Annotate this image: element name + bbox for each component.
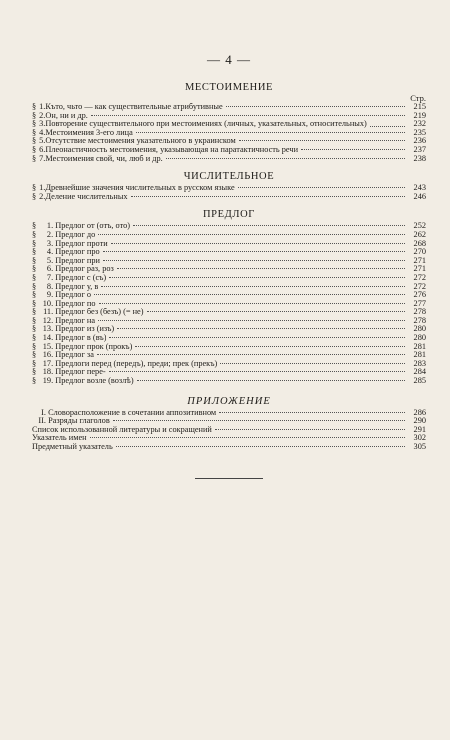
- entry-page: 219: [413, 110, 426, 120]
- entry-page: 276: [413, 290, 426, 300]
- entry-page: 305: [413, 442, 426, 451]
- toc-list-pronoun: [32, 103, 426, 163]
- entry-page: 262: [413, 229, 426, 239]
- entry-page: 268: [413, 238, 426, 248]
- entry-page: 286: [413, 407, 426, 417]
- entry-page: 235: [413, 127, 426, 137]
- entry-title: Список использованной литературы и сокращений: [32, 425, 212, 434]
- entry-page: 285: [413, 376, 426, 386]
- toc-entry: § 7. Предлог с (съ) 272: [32, 272, 426, 282]
- entry-page: 278: [413, 307, 426, 317]
- entry-title: Указатель имен: [32, 434, 87, 443]
- entry-page: 272: [413, 281, 426, 291]
- entry-page: 252: [413, 221, 426, 231]
- section-title-pronoun: МЕСТОИМЕНИЕ: [184, 82, 274, 93]
- entry-page: 281: [413, 341, 426, 351]
- entry-title: Словорасположение в сочетании аппозитивном: [48, 408, 217, 417]
- toc-entry: § 1. Древнейшие значения числительных в русском языке 243: [32, 183, 426, 193]
- entry-page: 271: [413, 264, 426, 274]
- entry-page: 284: [413, 367, 426, 377]
- toc-entry: § 19. Предлог возле (возлѣ) 285: [32, 376, 426, 386]
- toc-entry: § 4. Предлог про 270: [32, 247, 426, 257]
- entry-page: 291: [413, 424, 426, 434]
- page-column-label: Стр.: [410, 93, 426, 103]
- entry-page: 243: [413, 183, 426, 193]
- entry-page: 280: [413, 324, 426, 334]
- entry-page: 302: [413, 433, 426, 443]
- toc-entry: § 13. Предлог из (изъ) 280: [32, 324, 426, 334]
- entry-title: Предлог от (отъ, ото): [55, 222, 131, 231]
- entry-title: Предлоги перед (передъ), преди; прек (прекъ): [55, 359, 218, 368]
- entry-title: Предлог по: [55, 299, 96, 308]
- toc-entry: § 10. Предлог по 277: [32, 298, 426, 308]
- toc-entry: [32, 426, 426, 435]
- entry-title: Предметный указатель: [32, 443, 113, 451]
- entry-page: 215: [413, 102, 426, 111]
- toc-entry: § 9. Предлог о 276: [32, 290, 426, 300]
- entry-title: Предлог до: [55, 230, 96, 239]
- section-title-preposition: ПРЕДЛОГ: [203, 209, 255, 221]
- toc-entry: § 2. Деление числительных 246: [32, 191, 426, 201]
- toc-entry: § 16. Предлог за 281: [32, 350, 426, 360]
- toc-entry: [32, 434, 426, 443]
- section-title-appendix: ПРИЛОЖЕНИЕ: [187, 395, 271, 407]
- toc-entry: I. Словорасположение в сочетании аппозитивном 286: [41, 407, 426, 417]
- entry-title: Предлог пере-: [55, 368, 106, 377]
- entry-title: Повторение существительного при местоимениях (личных, указательных, относительных): [45, 120, 367, 129]
- toc-entry: § 8. Предлог у, в 272: [32, 281, 426, 291]
- entry-page: 272: [413, 272, 426, 282]
- toc-entry: § 11. Предлог без (безъ) (= не) 278: [32, 307, 426, 317]
- entry-title: Деление числительных: [45, 192, 128, 201]
- toc-entry: § 15. Предлог прок (прокъ) 281: [32, 341, 426, 351]
- entry-page: 270: [413, 247, 426, 257]
- entry-title: Разряды глаголов: [48, 417, 110, 426]
- entry-title: Предлог с (съ): [55, 273, 107, 282]
- toc-entry: II. Разряды глаголов 290: [38, 416, 426, 426]
- entry-title: Предлог на: [55, 316, 96, 325]
- entry-title: Предлог прок (прокъ): [55, 342, 133, 351]
- toc-entry: § 12. Предлог на 278: [32, 315, 426, 325]
- entry-page: 237: [413, 144, 426, 154]
- entry-title: Предлог за: [55, 351, 94, 360]
- entry-title: Предлог про: [55, 248, 100, 257]
- toc-entry: § 17. Предлоги перед (передъ), преди; прек (прекъ) 283: [32, 358, 426, 368]
- toc-entry: § 6. Плеонастичность местоимения, указывающая на паратактичность речи 237: [32, 144, 426, 154]
- toc-entry: § 5. Отсутствие местоимения указательного в украинском 236: [32, 136, 426, 146]
- toc-entry: § 7. Местоимения свой, чи, люб и др. 238: [32, 153, 426, 163]
- toc-entry: § 1. Къто, чьто — как существительные атрибутивные 215: [32, 102, 426, 111]
- entry-page: 280: [413, 333, 426, 343]
- toc-entry: § 14. Предлог в (въ) 280: [32, 333, 426, 343]
- entry-title: Отсутствие местоимения указательного в украинском: [45, 137, 236, 146]
- entry-page: 290: [413, 416, 426, 426]
- entry-title: Местоимения 3-его лица: [45, 128, 133, 137]
- entry-page: 283: [413, 358, 426, 368]
- entry-title: Древнейшие значения числительных в русском языке: [45, 184, 235, 193]
- section-title-numeral: ЧИСЛИТЕЛЬНОЕ: [183, 171, 275, 183]
- entry-title: Предлог раз, роз: [55, 265, 114, 274]
- entry-title: Предлог у, в: [55, 282, 99, 291]
- toc-entry: § 3. Предлог проти 268: [32, 238, 426, 248]
- toc-entry: § 6. Предлог раз, роз 271: [32, 264, 426, 274]
- entry-title: Къто, чьто — как существительные атрибутивные: [45, 103, 223, 111]
- toc-entry: § 2. Он, ни и др. 219: [32, 110, 426, 120]
- toc-entry: § 4. Местоимения 3-его лица 235: [32, 127, 426, 137]
- entry-page: 232: [413, 119, 426, 129]
- toc-entry: [32, 443, 426, 452]
- entry-title: Предлог проти: [55, 239, 108, 248]
- entry-title: Предлог без (безъ) (= не): [55, 308, 144, 317]
- toc-entry: § 5. Предлог при 271: [32, 255, 426, 265]
- entry-page: 278: [413, 315, 426, 325]
- closing-rule: [195, 478, 263, 479]
- toc-list-appendix: [32, 409, 426, 452]
- page-number: — 4 —: [207, 52, 251, 67]
- toc-entry: § 18. Предлог пере- 284: [32, 367, 426, 377]
- toc-entry: § 1. Предлог от (отъ, ото) 252: [32, 221, 426, 231]
- entry-title: Предлог из (изъ): [55, 325, 115, 334]
- entry-page: 271: [413, 255, 426, 265]
- toc-entry: § 2. Предлог до 262: [32, 229, 426, 239]
- entry-page: 277: [413, 298, 426, 308]
- toc-list-preposition: [32, 222, 426, 385]
- toc-entry: § 3. Повторение существительного при местоимениях (личных, указательных, относительных) 232: [32, 119, 426, 129]
- entry-title: Местоимения свой, чи, люб и др.: [45, 154, 163, 163]
- entry-page: 281: [413, 350, 426, 360]
- entry-title: Он, ни и др.: [45, 111, 88, 120]
- entry-title: Предлог о: [55, 291, 92, 300]
- entry-title: Предлог при: [55, 256, 100, 265]
- entry-title: Предлог возле (возлѣ): [55, 377, 134, 386]
- entry-page: 236: [413, 136, 426, 146]
- entry-title: Предлог в (въ): [55, 334, 107, 343]
- entry-page: 238: [413, 153, 426, 163]
- entry-title: Плеонастичность местоимения, указывающая на паратактичность речи: [45, 145, 299, 154]
- entry-page: 246: [413, 191, 426, 201]
- toc-list-numeral: [32, 184, 426, 201]
